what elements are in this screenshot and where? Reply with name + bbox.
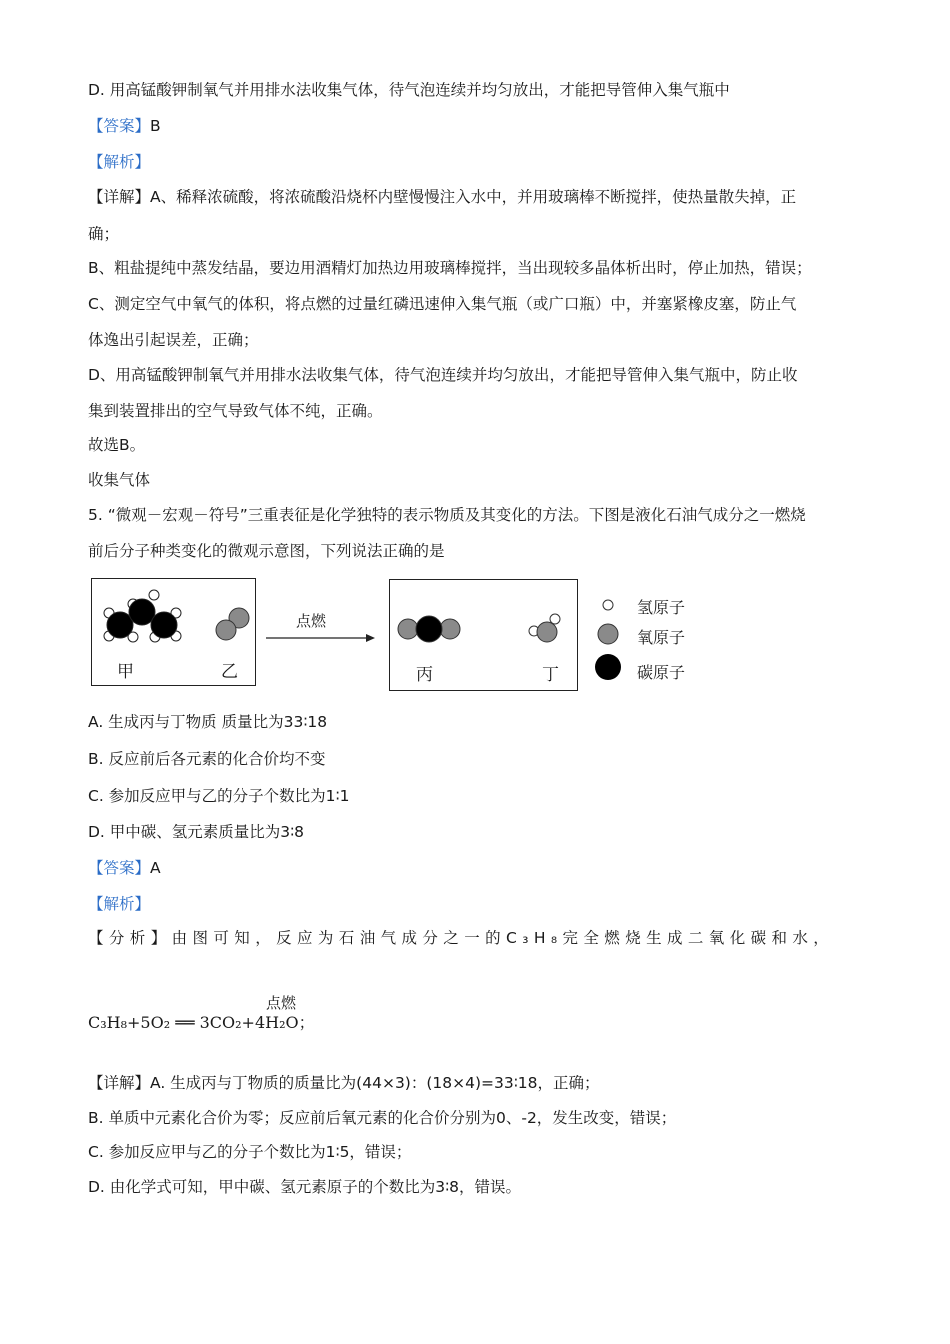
q5-answer-line — [88, 858, 161, 878]
q5-stem-line: 5. “微观－宏观－符号”三重表征是化学独特的表示物质及其变化的方法。下图是液化石油气成分之一燃烧 — [88, 506, 806, 524]
oxygen-atom — [537, 622, 557, 642]
label-yi: 乙 — [221, 662, 238, 682]
answer-tag: 【答案】 — [88, 117, 151, 135]
atom-legend — [592, 592, 712, 687]
q5-option-b: B. 反应前后各元素的化合价均不变 — [88, 750, 326, 768]
oxygen-molecule — [216, 608, 249, 640]
propane-molecule — [104, 590, 181, 642]
arrow-icon — [262, 610, 377, 650]
legend-swatches — [592, 592, 632, 687]
answer-value: A — [150, 859, 161, 877]
q5-option-d: D. 甲中碳、氢元素质量比为3∶8 — [88, 823, 305, 841]
q4-detail-line: 【详解】A、稀释浓硫酸，将浓硫酸沿烧杯内壁慢慢注入水中，并用玻璃棒不断搅拌，使热量散失掉，正 — [88, 188, 797, 206]
answer-tag: 【答案】 — [88, 859, 151, 877]
arrow-condition: 点燃 — [296, 612, 327, 630]
hydrogen-atom — [550, 614, 560, 624]
label-jia: 甲 — [117, 662, 134, 682]
q4-answer-line — [88, 116, 161, 136]
q5-analysis-line: 【分析】由图可知，反应为石油气成分之一的C₃H₈完全燃烧生成二氧化碳和水， — [88, 929, 835, 947]
reaction-arrow — [262, 610, 377, 650]
legend-hydrogen: 氢原子 — [637, 598, 686, 617]
carbon-dioxide-molecule — [398, 616, 460, 642]
carbon-atom — [151, 612, 177, 638]
q5-stem-line: 前后分子种类变化的微观示意图，下列说法正确的是 — [88, 542, 445, 560]
hydrogen-atom — [149, 590, 159, 600]
q5-detail-line: B. 单质中元素化合价为零；反应前后氧元素的化合价分别为0、-2，发生改变，错误； — [88, 1109, 677, 1127]
legend-oxygen: 氧原子 — [637, 628, 686, 647]
q4-detail-line: 体逸出引起误差，正确； — [88, 331, 259, 349]
oxygen-atom — [398, 619, 418, 639]
q5-detail-line: D. 由化学式可知，甲中碳、氢元素原子的个数比为3∶8，错误。 — [88, 1178, 522, 1196]
carbon-swatch — [595, 654, 621, 680]
hydrogen-swatch — [603, 600, 613, 610]
label-bing: 丙 — [416, 665, 433, 685]
label-ding: 丁 — [542, 665, 559, 685]
q5-option-a: A. 生成丙与丁物质 质量比为33∶18 — [88, 713, 328, 731]
q5-detail-line: C. 参加反应甲与乙的分子个数比为1∶5，错误； — [88, 1143, 412, 1161]
products-box — [389, 579, 578, 691]
water-molecule — [529, 614, 560, 642]
oxygen-atom — [440, 619, 460, 639]
chemical-equation — [88, 992, 348, 1036]
q4-detail-line: D、用高锰酸钾制氧气并用排水法收集气体，待气泡连续并均匀放出，才能把导管伸入集气瓶中，防止收 — [88, 366, 798, 384]
answer-value: B — [150, 117, 161, 135]
legend-carbon: 碳原子 — [637, 663, 686, 682]
q4-detail-line: 确； — [88, 225, 120, 243]
q4-detail-line: 集到装置排出的空气导致气体不纯，正确。 — [88, 402, 383, 420]
q4-conclusion: 故选B。 — [88, 436, 146, 454]
q4-analysis-tag: 【解析】 — [88, 153, 151, 171]
equation-text: C₃H₈+5O₂ ══ 3CO₂+4H₂O； — [88, 1013, 315, 1032]
q5-analysis-tag: 【解析】 — [88, 895, 151, 913]
q4-option-d: D. 用高锰酸钾制氧气并用排水法收集气体，待气泡连续并均匀放出，才能把导管伸入集气瓶中 — [88, 81, 730, 99]
oxygen-atom — [216, 620, 236, 640]
carbon-atom — [416, 616, 442, 642]
q4-detail-line: C、测定空气中氧气的体积，将点燃的过量红磷迅速伸入集气瓶（或广口瓶）中，并塞紧橡皮塞，防止气 — [88, 295, 797, 313]
equation-condition: 点燃 — [266, 994, 297, 1012]
q5-option-c: C. 参加反应甲与乙的分子个数比为1∶1 — [88, 787, 350, 805]
reactants-box — [91, 578, 256, 686]
q5-detail-line: 【详解】A. 生成丙与丁物质的质量比为(44×3)：(18×4)=33∶18，正确； — [88, 1074, 600, 1092]
oxygen-swatch — [598, 624, 618, 644]
q4-topic: 收集气体 — [88, 471, 151, 489]
q4-detail-line: B、粗盐提纯中蒸发结晶，要边用酒精灯加热边用玻璃棒搅拌，当出现较多晶体析出时，停止加热，错误； — [88, 259, 812, 277]
